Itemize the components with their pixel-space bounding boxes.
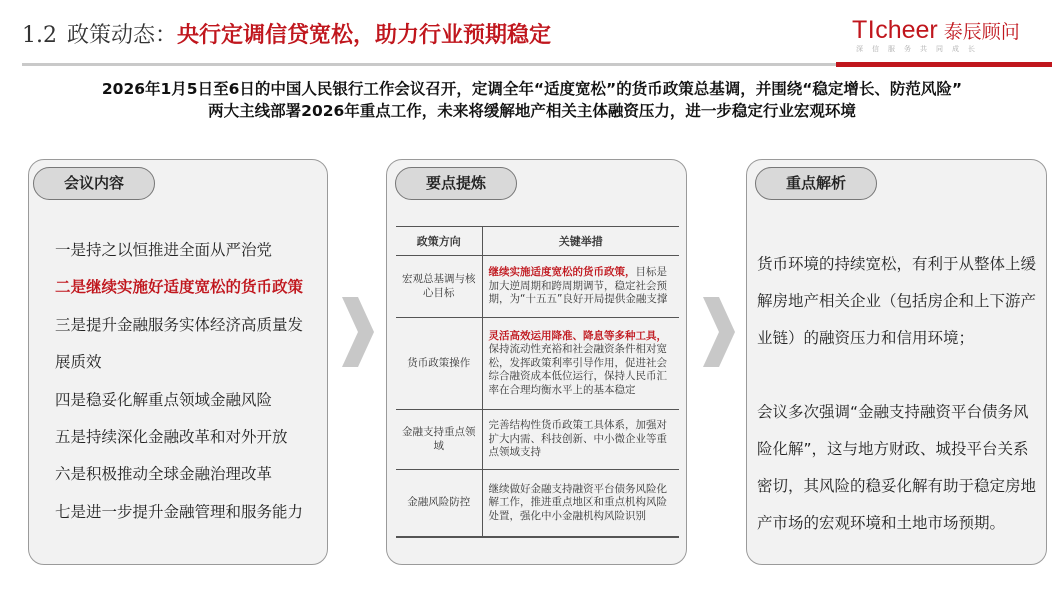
meeting-item: 三是提升金融服务实体经济高质量发 (55, 315, 304, 334)
meeting-item-highlighted: 二是继续实施好适度宽松的货币政策 (55, 278, 304, 297)
analysis-text (757, 246, 1041, 542)
policy-direction-cell: 金融支持重点领域 (396, 410, 482, 470)
policy-measure-cell (482, 410, 679, 470)
policy-measure-cell (482, 318, 679, 410)
column-header-direction: 政策方向 (396, 227, 482, 256)
table-row (396, 256, 679, 318)
analysis-paragraph-2: 会议多次强调“金融支持融资平台债务风险化解”，这与地方财政、城投平台关系密切，其风险的稳妥化解有助于稳定房地产市场的宏观环境和土地市场预期。 (757, 403, 1037, 532)
measure-emphasis: 灵活高效运用降准、降息等多种工具， (488, 329, 667, 342)
analysis-paragraph-1: 货币环境的持续宽松，有利于从整体上缓解房地产相关企业（包括房企和上下游产业链）的融资压力和信用环境； (757, 255, 1037, 347)
panel-meeting-content (28, 159, 328, 565)
meeting-item-list (55, 232, 325, 531)
page-title (22, 18, 551, 54)
meeting-item: 七是进一步提升金融管理和服务能力 (55, 502, 304, 521)
measure-detail: 继续做好金融支持融资平台债务风险化解工作，推进重点地区和重点机构风险处置，强化中小金融机构风险识别 (488, 482, 667, 522)
measure-detail: 保持流动性充裕和社会融资条件相对宽松，发挥政策利率引导作用，促进社会综合融资成本低位运行，保持人民币汇率在合理均衡水平上的基本稳定 (488, 343, 667, 396)
policy-measure-cell (482, 470, 679, 537)
title-prefix: 政策动态： (67, 23, 178, 48)
chevron-right-icon (340, 297, 374, 367)
logo-chinese: 泰辰顾问 (943, 21, 1020, 43)
measure-emphasis: 继续实施适度宽松的货币政策， (488, 266, 636, 279)
brand-logo (852, 16, 1052, 56)
table-header-row (396, 227, 679, 256)
policy-table (396, 226, 679, 538)
logo-latin-ti: TI (852, 16, 876, 44)
column-header-measures: 关键举措 (482, 227, 679, 256)
panel-key-points (386, 159, 687, 565)
logo-latin-cheer: cheer (875, 16, 938, 44)
measure-detail: 完善结构性货币政策工具体系，加强对扩大内需、科技创新、中小微企业等重点领域支持 (488, 419, 667, 459)
panel-analysis (746, 159, 1047, 565)
summary-line-1: 2026年1月5日至6日的中国人民银行工作会议召开，定调全年“适度宽松”的货币政策总基调，并围绕“稳定增长、防范风险” (101, 80, 963, 98)
policy-direction-cell: 金融风险防控 (396, 470, 482, 537)
meeting-item: 四是稳妥化解重点领域金融风险 (55, 390, 273, 409)
meeting-item: 展质效 (55, 353, 102, 372)
header-divider-accent (836, 62, 1052, 67)
policy-measure-cell (482, 256, 679, 318)
panel-header-analysis: 重点解析 (755, 167, 877, 200)
meeting-item: 一是持之以恒推进全面从严治党 (55, 241, 273, 259)
table-row (396, 410, 679, 470)
logo-slogan: 深信服务共同成长 (856, 45, 984, 53)
section-number: 1.2 (22, 23, 57, 48)
policy-direction-cell: 货币政策操作 (396, 318, 482, 410)
table-row (396, 318, 679, 410)
summary-text (0, 78, 1064, 122)
measure-detail: 目标是加大逆周期和跨周期调节，稳定社会预期，为“十五五”良好开局提供金融支撑 (488, 266, 668, 306)
title-main: 央行定调信贷宽松，助力行业预期稳定 (177, 23, 552, 48)
summary-line-2: 两大主线部署2026年重点工作，未来将缓解地产相关主体融资压力，进一步稳定行业宏观环境 (208, 102, 856, 120)
table-row (396, 470, 679, 537)
meeting-item: 六是积极推动全球金融治理改革 (55, 465, 273, 484)
meeting-item: 五是持续深化金融改革和对外开放 (55, 428, 288, 447)
panel-header-meeting: 会议内容 (33, 167, 155, 200)
chevron-right-icon (701, 297, 735, 367)
policy-direction-cell: 宏观总基调与核心目标 (396, 256, 482, 318)
panel-header-key-points: 要点提炼 (395, 167, 517, 200)
